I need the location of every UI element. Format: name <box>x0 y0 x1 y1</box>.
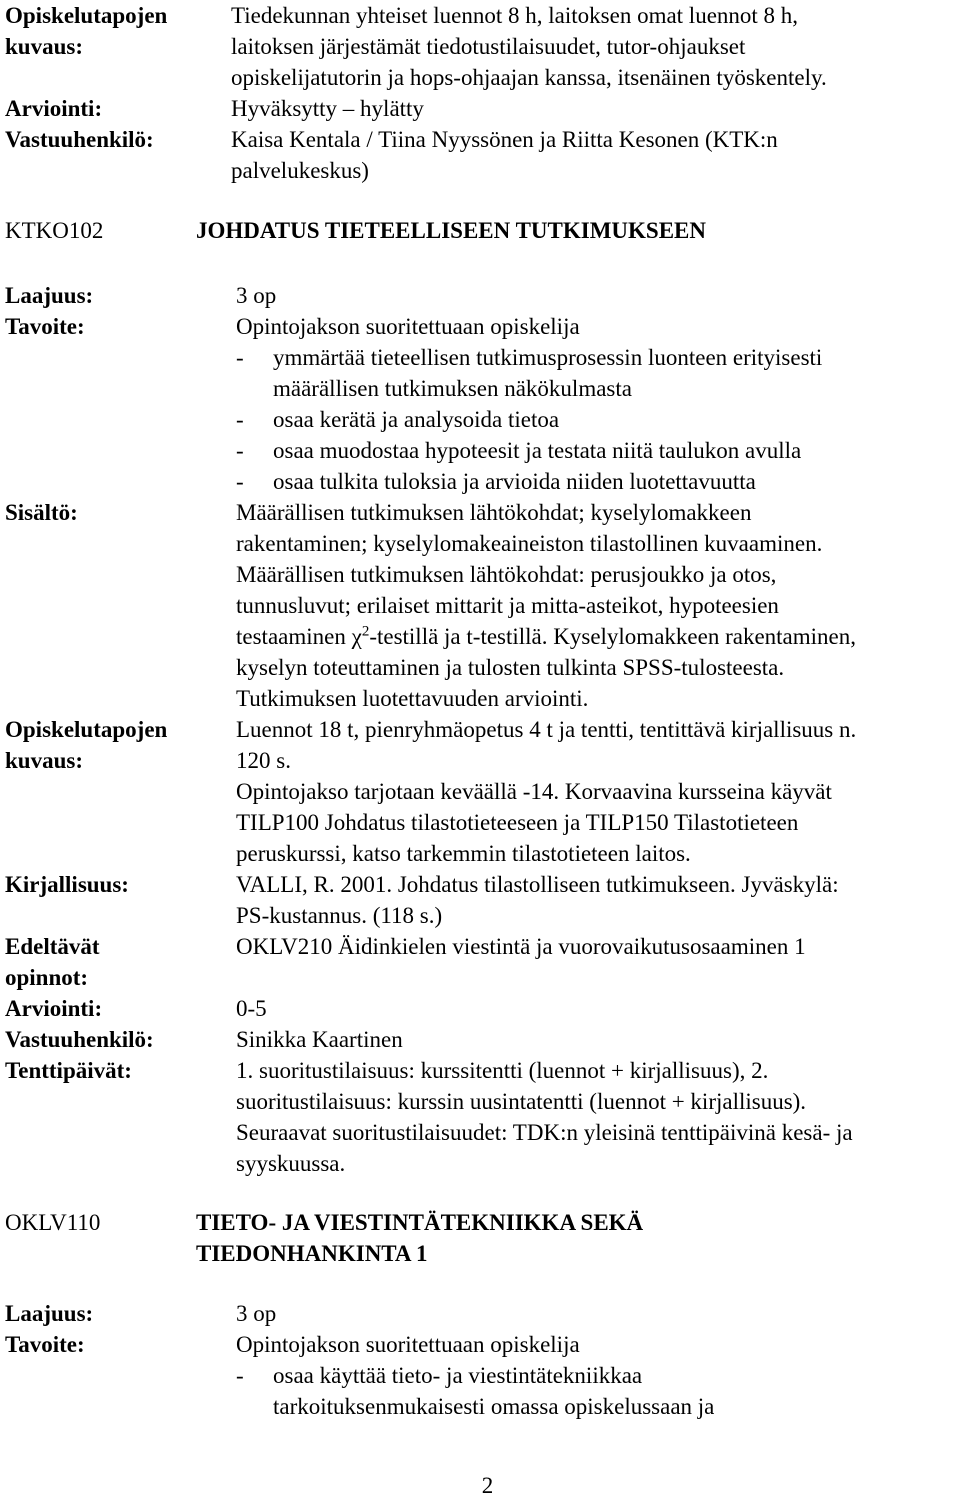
goal-bullet: - <box>236 469 244 494</box>
responsible-value: Sinikka Kaartinen <box>236 1027 403 1052</box>
study-methods-line: peruskurssi, katso tarkemmin tilastotieteen laitos. <box>236 841 691 866</box>
goal-item: osaa kerätä ja analysoida tietoa <box>273 407 560 432</box>
responsible-label: Vastuuhenkilö: <box>5 1027 154 1052</box>
scope-value: 3 op <box>236 1301 277 1326</box>
goal-intro: Opintojakson suoritettuaan opiskelija <box>236 314 580 339</box>
goal-intro: Opintojakson suoritettuaan opiskelija <box>236 1332 580 1357</box>
study-methods-line: Tiedekunnan yhteiset luennot 8 h, laitoksen omat luennot 8 h, <box>231 3 799 28</box>
scope-value: 3 op <box>236 283 277 308</box>
content-line: Määrällisen tutkimuksen lähtökohdat: perusjoukko ja otos, <box>236 562 777 587</box>
content-line: rakentaminen; kyselylomakeaineiston tilastollinen kuvaaminen. <box>236 531 823 556</box>
study-methods-line: Opintojakso tarjotaan keväällä -14. Korvaavina kursseina käyvät <box>236 779 832 804</box>
course-code: OKLV110 <box>5 1210 101 1235</box>
study-methods-label: Opiskelutapojen <box>5 3 168 28</box>
prereq-label: Edeltävät <box>5 934 100 959</box>
grading-value: Hyväksytty – hylätty <box>231 96 424 121</box>
course-title: TIETO- JA VIESTINTÄTEKNIIKKA SEKÄ <box>196 1210 644 1235</box>
prereq-value: OKLV210 Äidinkielen viestintä ja vuorovaikutusosaaminen 1 <box>236 934 806 959</box>
study-methods-label: Opiskelutapojen <box>5 717 168 742</box>
grading-label: Arviointi: <box>5 96 103 121</box>
grading-label: Arviointi: <box>5 996 103 1021</box>
goal-item: määrällisen tutkimuksen näkökulmasta <box>273 376 632 401</box>
literature-line: PS-kustannus. (118 s.) <box>236 903 443 928</box>
goal-item: tarkoituksenmukaisesti omassa opiskelussaan ja <box>273 1394 715 1419</box>
exam-dates-label: Tenttipäivät: <box>5 1058 132 1083</box>
goal-item: osaa käyttää tieto- ja viestintätekniikkaa <box>273 1363 643 1388</box>
goal-item: osaa muodostaa hypoteesit ja testata niitä taulukon avulla <box>273 438 802 463</box>
chi-prefix: testaaminen χ <box>236 624 362 649</box>
goal-label: Tavoite: <box>5 314 85 339</box>
goal-label: Tavoite: <box>5 1332 85 1357</box>
content-line: tunnusluvut; erilaiset mittarit ja mitta-asteikot, hypoteesien <box>236 593 779 618</box>
scope-label: Laajuus: <box>5 1301 94 1326</box>
literature-line: VALLI, R. 2001. Johdatus tilastolliseen tutkimukseen. Jyväskylä: <box>236 872 839 897</box>
goal-item: ymmärtää tieteellisen tutkimusprosessin luonteen erityisesti <box>273 345 823 370</box>
page-number: 2 <box>481 1473 494 1498</box>
study-methods-line: TILP100 Johdatus tilastotieteeseen ja TILP150 Tilastotieteen <box>236 810 799 835</box>
course-code: KTKO102 <box>5 218 104 243</box>
exam-dates-line: syyskuussa. <box>236 1151 346 1176</box>
responsible-label: Vastuuhenkilö: <box>5 127 154 152</box>
literature-label: Kirjallisuus: <box>5 872 129 897</box>
content-line: kyselyn toteuttaminen ja tulosten tulkinta SPSS-tulosteesta. <box>236 655 785 680</box>
course-title-cont: TIEDONHANKINTA 1 <box>196 1241 428 1266</box>
content-line-chi <box>236 621 856 652</box>
exam-dates-line: suoritustilaisuus: kurssin uusintatentti (luennot + kirjallisuus). <box>236 1089 807 1114</box>
goal-bullet: - <box>236 438 244 463</box>
scope-label: Laajuus: <box>5 283 94 308</box>
study-methods-line: 120 s. <box>236 748 291 773</box>
goal-bullet: - <box>236 407 244 432</box>
responsible-value: palvelukeskus) <box>231 158 369 183</box>
goal-bullet: - <box>236 1363 244 1388</box>
study-methods-line: Luennot 18 t, pienryhmäopetus 4 t ja tentti, tentittävä kirjallisuus n. <box>236 717 857 742</box>
study-methods-label-cont: kuvaus: <box>5 748 83 773</box>
chi-superscript: 2 <box>361 623 370 640</box>
goal-item: osaa tulkita tuloksia ja arvioida niiden luotettavuutta <box>273 469 756 494</box>
content-line: Määrällisen tutkimuksen lähtökohdat; kyselylomakkeen <box>236 500 752 525</box>
goal-bullet: - <box>236 345 244 370</box>
study-methods-label-cont: kuvaus: <box>5 34 83 59</box>
course-title: JOHDATUS TIETEELLISEEN TUTKIMUKSEEN <box>196 218 706 243</box>
study-methods-line: opiskelijatutorin ja hops-ohjaajan kanssa, itsenäinen työskentely. <box>231 65 827 90</box>
content-line: Tutkimuksen luotettavuuden arviointi. <box>236 686 589 711</box>
exam-dates-line: 1. suoritustilaisuus: kurssitentti (luennot + kirjallisuus), 2. <box>236 1058 769 1083</box>
prereq-label-cont: opinnot: <box>5 965 89 990</box>
content-label: Sisältö: <box>5 500 78 525</box>
responsible-value: Kaisa Kentala / Tiina Nyyssönen ja Riitta Kesonen (KTK:n <box>231 127 778 152</box>
grading-value: 0-5 <box>236 996 267 1021</box>
exam-dates-line: Seuraavat suoritustilaisuudet: TDK:n yleisinä tenttipäivinä kesä- ja <box>236 1120 853 1145</box>
chi-suffix: -testillä ja t-testillä. Kyselylomakkeen rakentaminen, <box>369 624 856 649</box>
study-methods-line: laitoksen järjestämät tiedotustilaisuudet, tutor-ohjaukset <box>231 34 746 59</box>
